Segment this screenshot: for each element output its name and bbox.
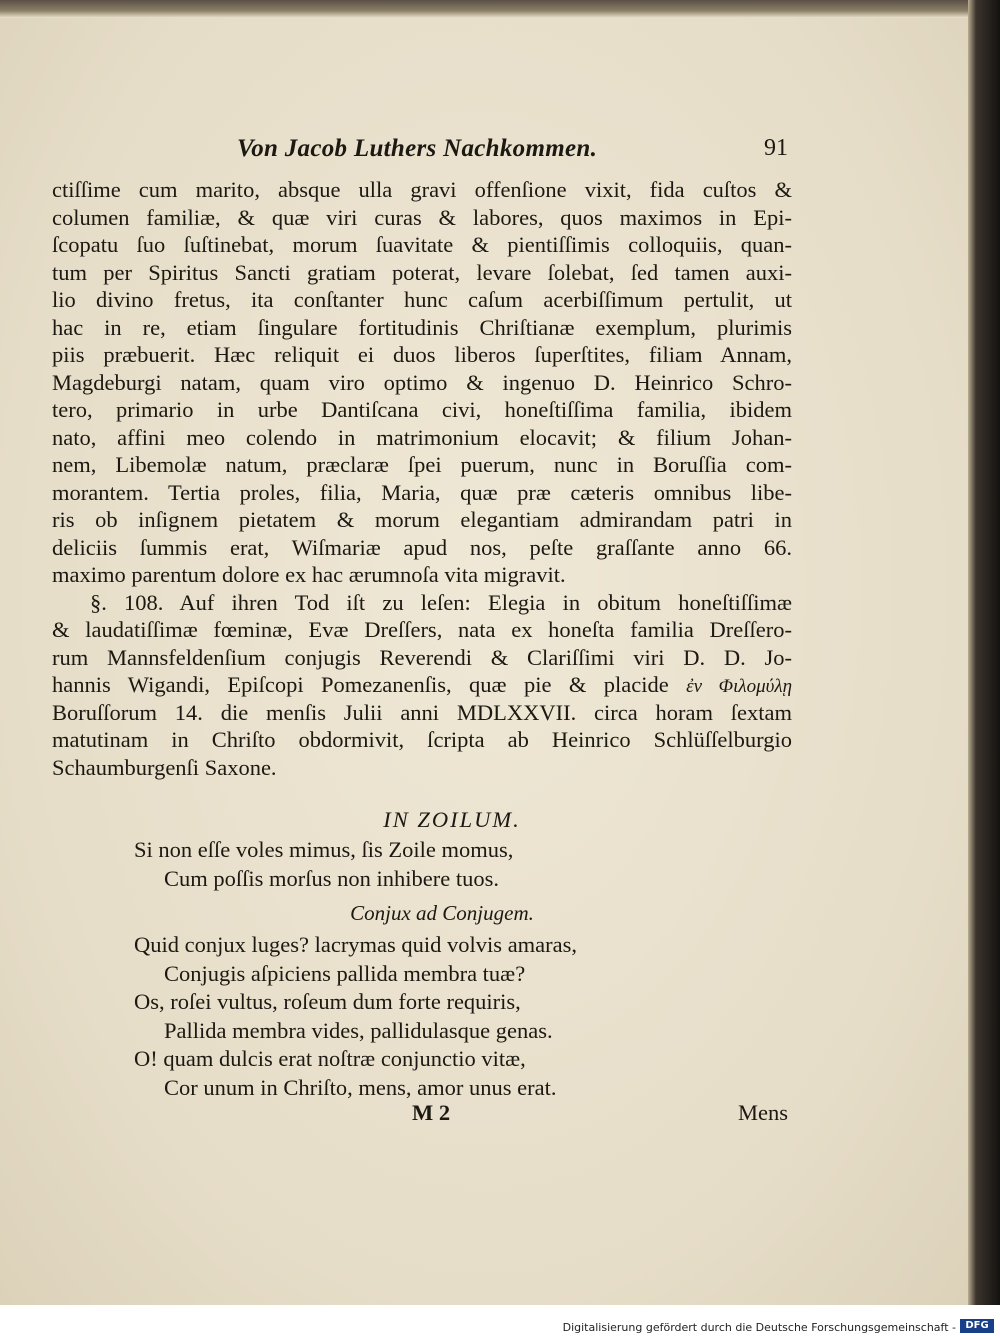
verse-line: Os, roſei vultus, roſeum dum forte requiris,: [134, 989, 521, 1014]
section-line: matutinam in Chriſto obdormivit, ſcripta ab Heinrico Schlüſſelburgio: [52, 727, 792, 752]
verse-line: Quid conjux luges? lacrymas quid volvis amaras,: [134, 932, 578, 957]
signature-mark: M 2: [412, 1100, 451, 1125]
body-line: nato, affini meo colendo in matrimonium elocavit; & filium Johan-: [52, 424, 792, 450]
section-line: Schaumburgenſi Saxone.: [52, 754, 277, 780]
body-line: piis præbuerit. Hæc reliquit ei duos liberos ſuperſtites, filiam Annam,: [52, 342, 792, 367]
verse-line: Si non eſſe voles mimus, ſis Zoile momus,: [134, 837, 514, 862]
verse-line: Conjugis aſpiciens pallida membra tuæ?: [164, 960, 526, 986]
catchword: Mens: [738, 1100, 788, 1125]
credit-text: Digitalisierung gefördert durch die Deutsche Forschungsgemeinschaft -: [562, 1321, 956, 1334]
body-text: [52, 176, 792, 781]
verse-line: Cor unum in Chriſto, mens, amor unus erat.: [164, 1074, 557, 1100]
running-head: Von Jacob Luthers Nachkommen.: [237, 135, 598, 162]
section-line: Boruſſorum 14. die menſis Julii anni MDLXXVII. circa horam ſextam: [52, 699, 792, 725]
poems: [52, 806, 792, 1102]
poem-title: IN ZOILUM.: [383, 807, 521, 832]
section-line: rum Mannsfeldenſium conjugis Reverendi & Clariſſimi viri D. D. Jo-: [52, 644, 792, 670]
body-line: maximo parentum dolore ex hac ærumnoſa vita migravit.: [52, 562, 566, 587]
section-line-text: hannis Wigandi, Epiſcopi Pomezanenſis, quæ pie & placide: [52, 672, 669, 697]
section-line-greek: [52, 671, 792, 699]
section-heading-line: §. 108. Auf ihren Tod iſt zu leſen: Elegia in obitum honeſtiſſimæ: [90, 589, 792, 615]
page-footer: [52, 1100, 792, 1132]
body-line: lio divino fretus, ita conſtanter hunc caſum acerbiſſimum pertulit, ut: [52, 287, 792, 312]
body-line: columen familiæ, & quæ viri curas & labores, quos maximos in Epi-: [52, 204, 792, 230]
poem-title: Conjux ad Conjugem.: [350, 901, 534, 925]
greek-phrase: ἐν Φιλομύλῃ: [686, 676, 792, 697]
body-line: nem, Libemolæ natum, præclaræ ſpei puerum, nunc in Boruſſia com-: [52, 452, 792, 477]
verse-line: Pallida membra vides, pallidulasque genas.: [164, 1017, 553, 1043]
body-line: hac in re, etiam ſingulare fortitudinis Chriſtianæ exemplum, plurimis: [52, 314, 792, 340]
body-line: morantem. Tertia proles, filia, Maria, quæ præ cæteris omnibus libe-: [52, 479, 792, 505]
body-line: deliciis ſummis erat, Wiſmariæ apud nos, peſte graſſante anno 66.: [52, 534, 792, 560]
scan-top-edge: [0, 0, 968, 18]
body-line: tero, primario in urbe Dantiſcana civi, honeſtiſſima familia, ibidem: [52, 397, 792, 422]
body-line: ris ob inſignem pietatem & morum elegantiam admirandam patri in: [52, 507, 792, 532]
dfg-logo-icon: DFG: [960, 1319, 994, 1333]
body-line: tum per Spiritus Sancti gratiam poterat, levare ſolebat, ſed tamen auxi-: [52, 259, 792, 285]
body-line: ſcopatu ſuo ſuſtinebat, morum ſuavitate & pientiſſimis colloquiis, quan-: [52, 232, 792, 257]
verse-line: O! quam dulcis erat noſtræ conjunctio vitæ,: [134, 1046, 526, 1071]
section-line: & laudatiſſimæ fœminæ, Evæ Dreſſers, nata ex honeſta familia Dreſſero-: [52, 617, 792, 642]
body-line: ctiſſime cum marito, absque ulla gravi offenſione vixit, fida cuſtos &: [52, 177, 792, 202]
page-number: 91: [764, 135, 788, 161]
page-header: [52, 135, 792, 171]
scan-right-edge: [968, 0, 1000, 1305]
verse-line: Cum poſſis morſus non inhibere tuos.: [164, 865, 499, 891]
body-line: Magdeburgi natam, quam viro optimo & ingenuo D. Heinrico Schro-: [52, 369, 792, 395]
